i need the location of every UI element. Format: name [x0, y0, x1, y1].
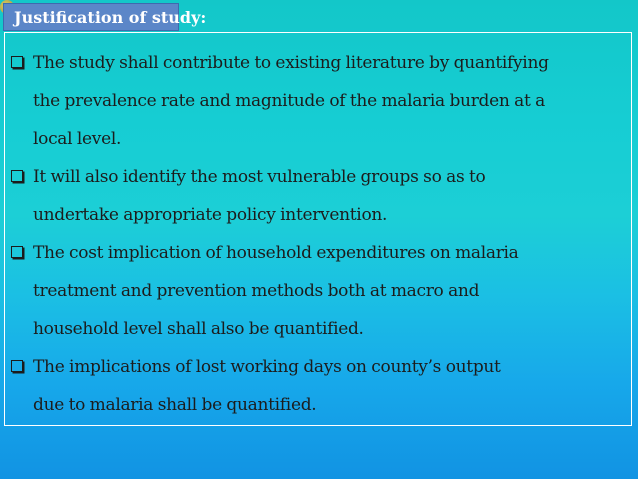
checkbox-bullet-icon — [11, 170, 23, 182]
bullet-text-line: The implications of lost working days on county’s output — [33, 357, 501, 377]
checkbox-bullet-icon — [11, 56, 23, 68]
slide-title: Justification of study: — [14, 8, 207, 27]
bullet-list — [8, 44, 628, 424]
checkbox-bullet-icon — [11, 246, 23, 258]
bullet-text-line: local level. — [33, 129, 122, 149]
bullet-item — [8, 348, 628, 424]
bullet-text-line: the prevalence rate and magnitude of the malaria burden at a — [33, 91, 545, 111]
bullet-text-line: The study shall contribute to existing literature by quantifying — [33, 53, 549, 73]
bullet-text-line: due to malaria shall be quantified. — [33, 395, 317, 415]
bullet-text-line: It will also identify the most vulnerable groups so as to — [33, 167, 486, 187]
title-banner — [3, 3, 207, 31]
bullet-text-line: undertake appropriate policy intervention. — [33, 205, 388, 225]
bullet-text-line: treatment and prevention methods both at macro and — [33, 281, 480, 301]
bullet-item — [8, 44, 628, 158]
bullet-text-line: household level shall also be quantified. — [33, 319, 364, 339]
bullet-text-line: The cost implication of household expenditures on malaria — [33, 243, 519, 263]
bullet-item — [8, 234, 628, 348]
bullet-item — [8, 158, 628, 234]
checkbox-bullet-icon — [11, 360, 23, 372]
